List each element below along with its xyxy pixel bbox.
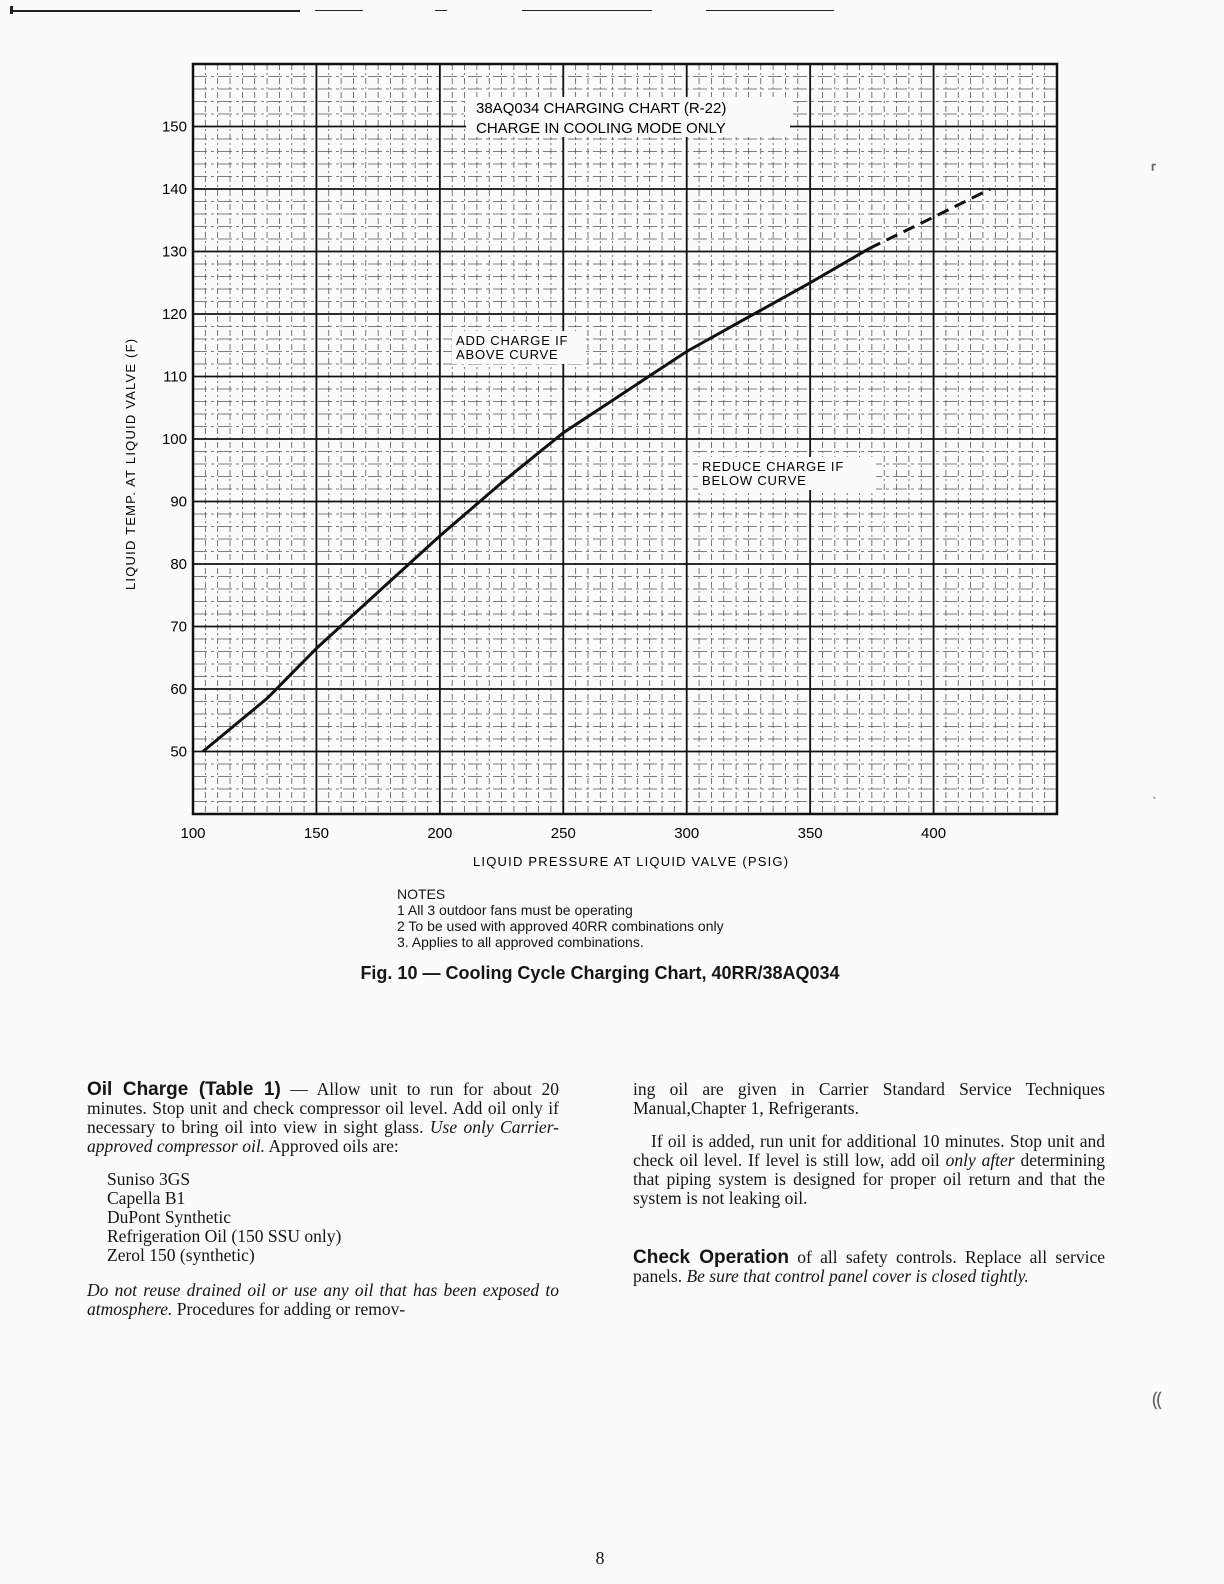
chart-title-line-2: CHARGE IN COOLING MODE ONLY [476, 120, 726, 137]
y-tick-label: 50 [170, 743, 187, 761]
y-tick-label: 120 [161, 306, 187, 323]
y-tick-label: 110 [163, 368, 187, 386]
add-charge-line-2: ABOVE CURVE [456, 347, 559, 362]
x-tick-label: 250 [550, 825, 576, 842]
list-item: Refrigeration Oil (150 SSU only) [107, 1226, 342, 1246]
y-tick-label: 90 [170, 493, 187, 511]
add-oil-text-end: determining that piping system is designed for proper oil return and that the system is not leaking oil. [633, 1150, 1105, 1208]
oil-charge-paragraph [87, 1080, 559, 1156]
y-axis-title: LIQUID TEMP. AT LIQUID VALVE (F) [123, 337, 138, 590]
add-oil-text: If oil is added, run unit for additional 10 minutes. Stop unit and check oil level. If level is still low, add oil [633, 1131, 1105, 1170]
note-item: 3. Applies to all approved combinations. [397, 934, 644, 950]
oil-charge-text-end: Approved oils are: [265, 1136, 399, 1156]
note-item: 1 All 3 outdoor fans must be operating [397, 902, 633, 918]
scan-mark-icon: ⸢ [1150, 162, 1158, 184]
notes-heading: NOTES [397, 886, 446, 902]
check-operation-text: of all safety controls. Replace all service panels. [633, 1247, 1105, 1286]
page-number: 8 [595, 1548, 605, 1568]
y-tick-labels [162, 119, 187, 761]
x-tick-labels [180, 825, 946, 842]
check-operation-emphasis: Be sure that control panel cover is closed tightly. [686, 1266, 1029, 1286]
y-tick-label: 60 [170, 681, 187, 698]
check-operation-heading: Check Operation [633, 1247, 789, 1268]
left-column [87, 1080, 559, 1333]
extrapolated-curve-line [869, 189, 990, 248]
y-tick-label: 100 [161, 431, 187, 448]
oil-charge-emphasis: Use only Carrier-approved compressor oil. [87, 1117, 559, 1156]
add-oil-paragraph [633, 1132, 1105, 1208]
y-tick-label: 80 [170, 556, 187, 573]
reduce-charge-line-1: REDUCE CHARGE IF [702, 459, 845, 474]
list-item: Capella B1 [107, 1188, 186, 1208]
add-oil-emphasis: only after [945, 1150, 1015, 1170]
x-tick-label: 350 [797, 825, 823, 842]
scan-mark-icon: ⸨ [1152, 1389, 1163, 1411]
reduce-charge-line-2: BELOW CURVE [702, 473, 807, 488]
y-tick-label: 130 [161, 243, 187, 261]
x-tick-label: 300 [674, 825, 700, 842]
reuse-warning-paragraph [87, 1281, 559, 1319]
chart-notes [397, 886, 724, 950]
approved-oils-list [107, 1170, 559, 1265]
chart-title-line-1: 38AQ034 CHARGING CHART (R-22) [476, 100, 727, 117]
list-item: Zerol 150 (synthetic) [107, 1245, 255, 1265]
note-item: 2 To be used with approved 40RR combinations only [397, 918, 724, 934]
scan-mark-icon: ˎ [1152, 785, 1157, 800]
figure-caption: Fig. 10 — Cooling Cycle Charging Chart, 40RR/38AQ034 [360, 963, 840, 983]
add-charge-line-1: ADD CHARGE IF [456, 333, 569, 348]
oil-charge-text: — Allow unit to run for about 20 minutes. Stop unit and check compressor oil level. Add oil only if necessary to bring oil into view in sight glass. [87, 1079, 559, 1137]
right-column [633, 1080, 1105, 1300]
x-tick-label: 100 [180, 825, 206, 842]
x-tick-label: 150 [303, 825, 329, 842]
procedures-paragraph: ing oil are given in Carrier Standard Service Techniques Manual,Chapter 1, Refrigerants. [633, 1079, 1105, 1118]
x-tick-label: 400 [921, 825, 947, 842]
check-operation-paragraph [633, 1248, 1105, 1286]
x-tick-label: 200 [427, 825, 453, 842]
y-tick-label: 150 [161, 118, 187, 136]
oil-charge-heading: Oil Charge (Table 1) [87, 1079, 281, 1100]
y-tick-label: 140 [161, 181, 187, 198]
list-item: DuPont Synthetic [107, 1207, 231, 1227]
reuse-warning-emphasis: Do not reuse drained oil or use any oil that has been exposed to atmosphere. [87, 1280, 559, 1319]
charging-curve-line [203, 248, 870, 751]
list-item: Suniso 3GS [107, 1169, 191, 1189]
x-axis-title: LIQUID PRESSURE AT LIQUID VALVE (PSIG) [473, 854, 790, 869]
y-tick-label: 70 [170, 618, 187, 636]
reuse-warning-text: Procedures for adding or remov- [172, 1299, 406, 1319]
